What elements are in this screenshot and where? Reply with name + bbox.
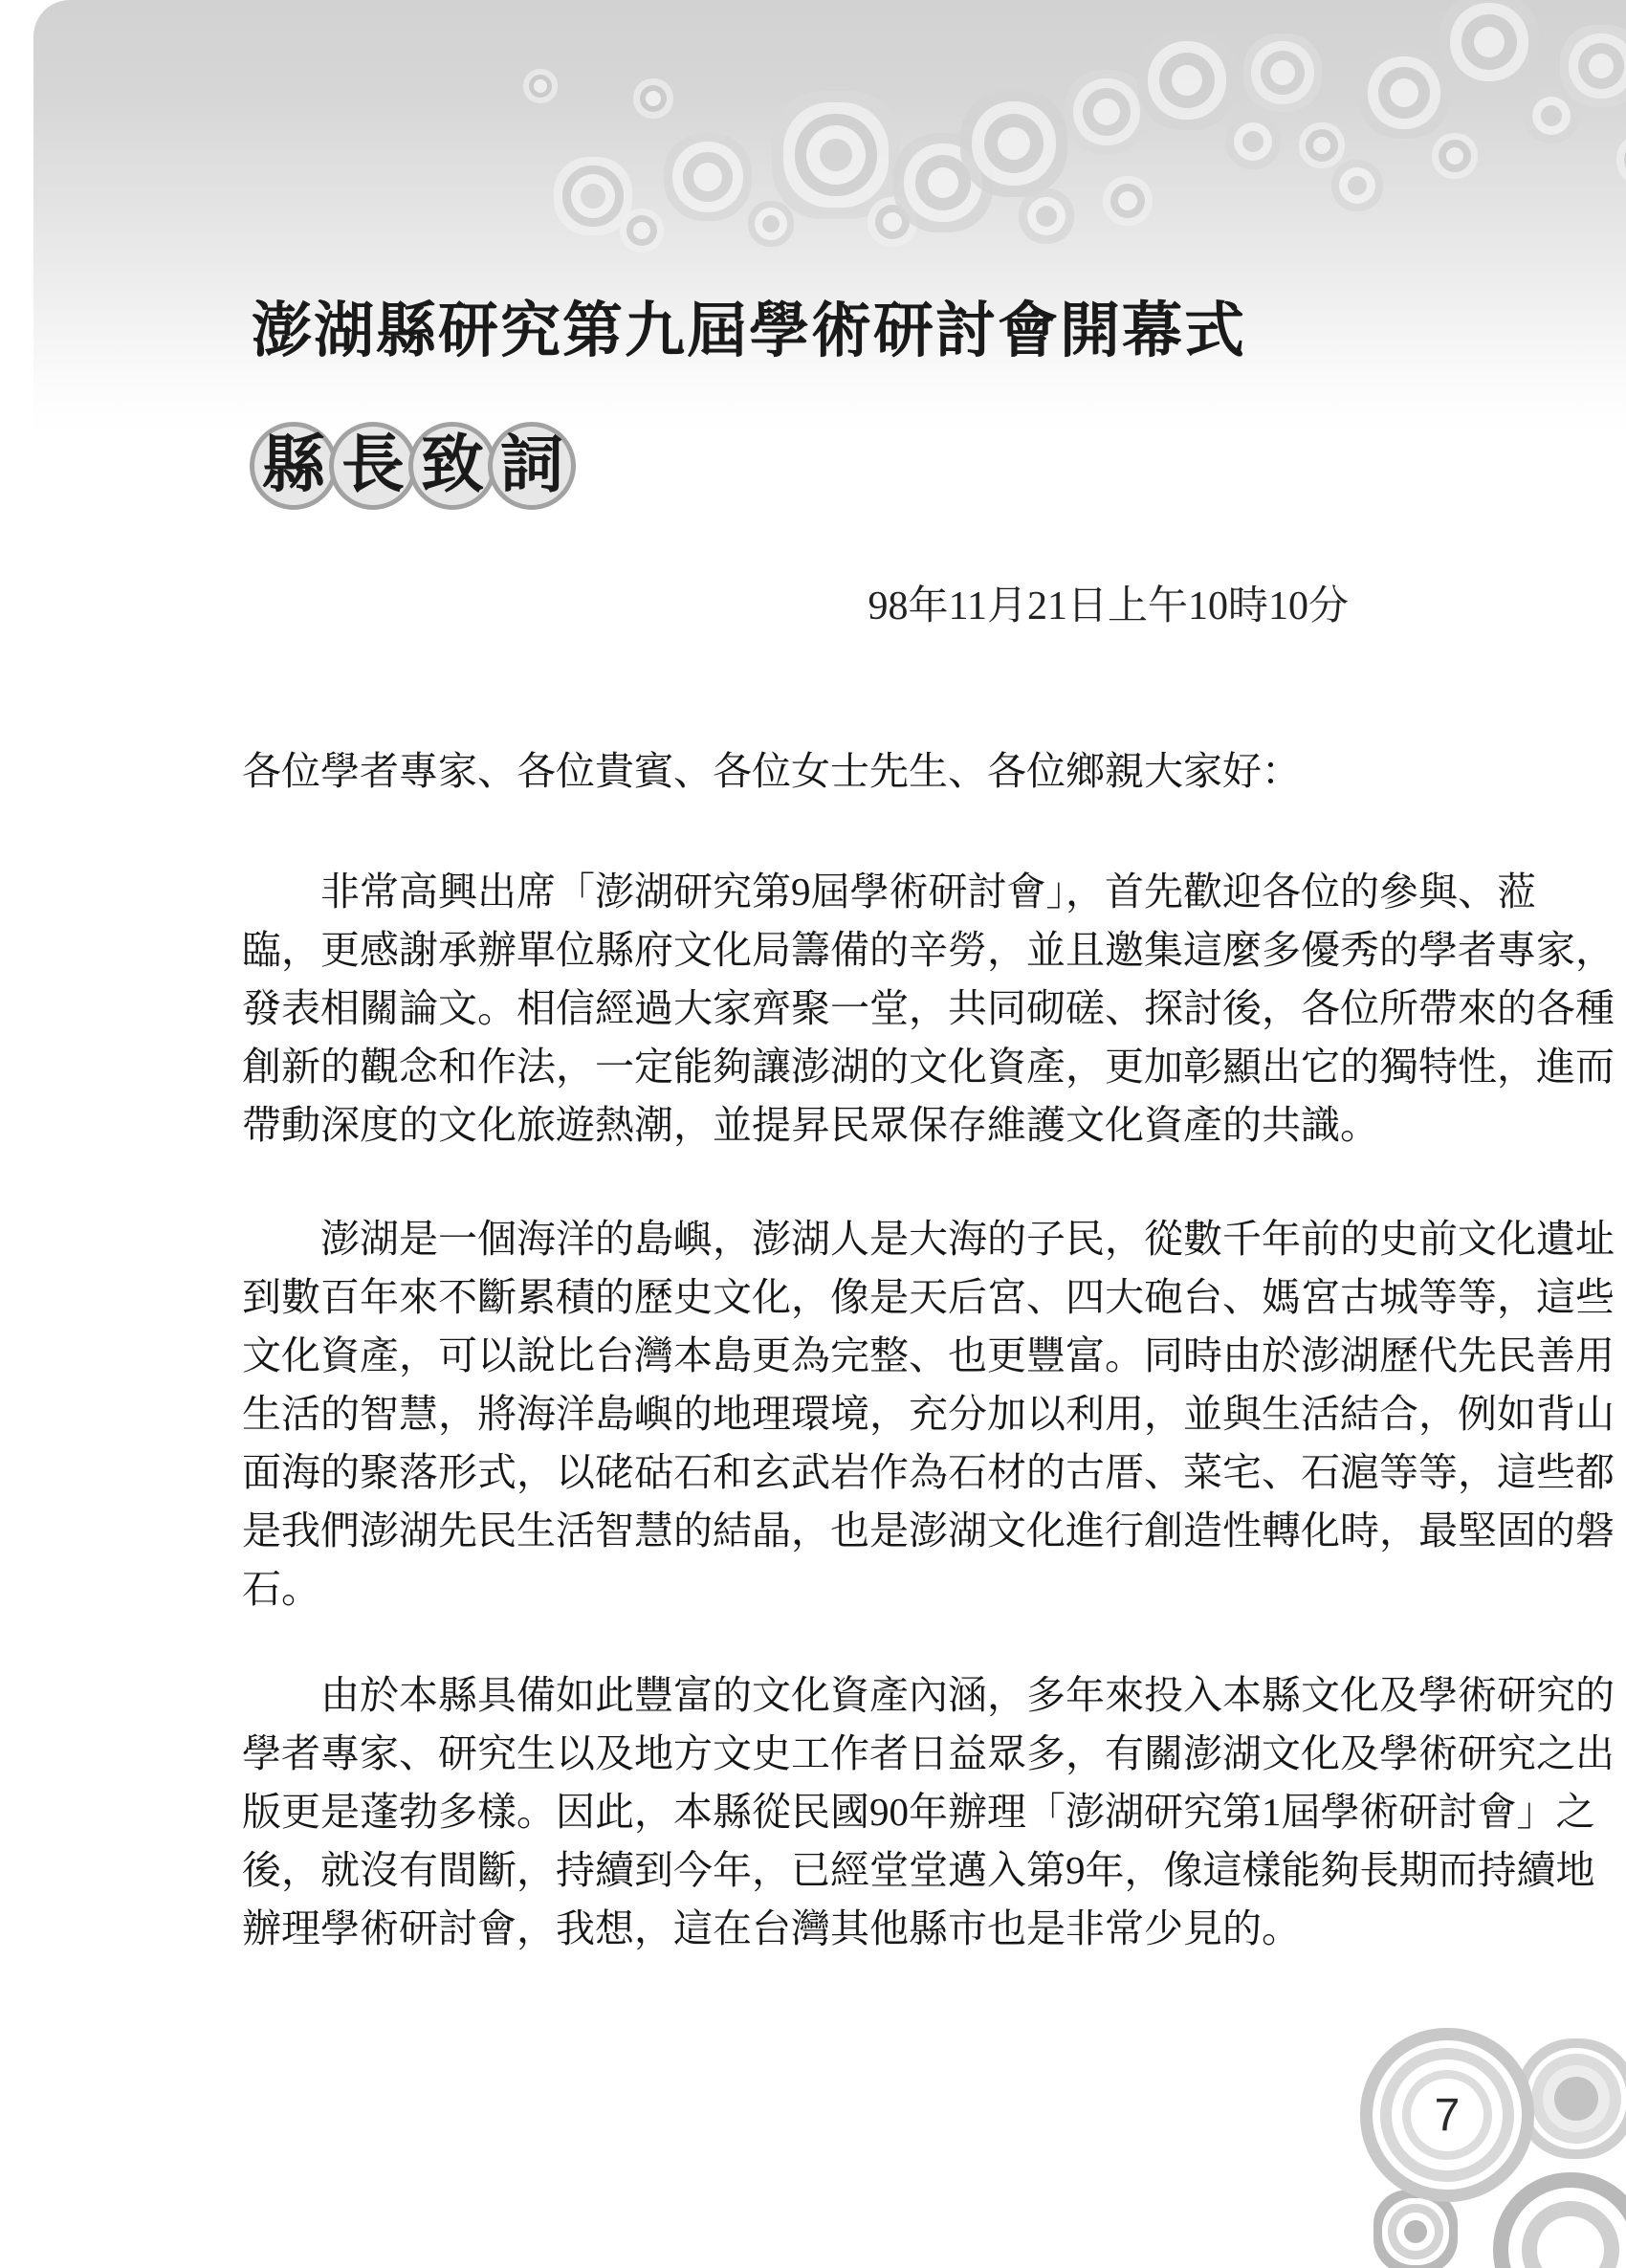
badge-circle <box>488 422 576 510</box>
text-line: 石。 <box>242 1567 320 1611</box>
text-line: 後，就沒有間斷，持續到今年，已經堂堂邁入第9年，像這樣能夠長期而持續地 <box>242 1848 1595 1892</box>
text-line: 發表相關論文。相信經過大家齊聚一堂，共同砌磋、探討後，各位所帶來的各種 <box>242 986 1615 1030</box>
circle-ornament <box>1242 131 1263 152</box>
circle-ornament <box>1541 105 1562 126</box>
badge-char: 詞 <box>500 430 563 500</box>
text-line: 到數百年來不斷累積的歷史文化，像是天后宮、四大砲台、媽宮古城等等，這些 <box>242 1275 1615 1319</box>
circle-ornament <box>1404 2220 1427 2243</box>
circle-ornament <box>1537 2216 1604 2268</box>
circle-ornament <box>1118 191 1137 210</box>
datetime-line: 98年11月21日上午10時10分 <box>868 584 1349 628</box>
circle-ornament <box>1036 206 1057 227</box>
badge-circle <box>250 422 338 510</box>
circle-ornament <box>1390 78 1418 107</box>
circle-ornament <box>762 215 780 232</box>
badge-circle <box>408 422 496 510</box>
text-line: 非常高興出席「澎湖研究第9屆學術研討會」，首先歡迎各位的參與、蒞 <box>320 870 1536 914</box>
text-line: 是我們澎湖先民生活智慧的結晶，也是澎湖文化進行創造性轉化時，最堅固的磐 <box>242 1508 1615 1552</box>
page-number: 7 <box>1434 2089 1461 2141</box>
circle-ornament <box>1348 176 1367 195</box>
circle-ornament <box>883 212 902 231</box>
circle-ornament <box>581 184 605 209</box>
paragraph-3 <box>242 1666 1615 1958</box>
text-line: 面海的聚落形式，以硓𥑮石和玄武岩作為石材的古厝、菜宅、石滬等等，這些都 <box>242 1450 1615 1494</box>
header-band <box>33 0 1626 435</box>
circle-ornament <box>928 167 958 198</box>
circle-ornament <box>1172 65 1202 96</box>
text-line: 版更是蓬勃多樣。因此，本縣從民國90年辦理「澎湖研究第1屆學術研討會」之 <box>242 1790 1595 1834</box>
circle-ornament <box>633 222 650 239</box>
badge-char: 縣 <box>262 430 325 500</box>
circle-ornament <box>1093 99 1120 125</box>
text-line: 學者專家、研究生以及地方文史工作者日益眾多，有關澎湖文化及學術研究之出 <box>242 1731 1615 1775</box>
circle-ornament <box>998 127 1030 160</box>
text-line: 臨，更感謝承辦單位縣府文化局籌備的辛勞，並且邀集這麼多優秀的學者專家， <box>242 928 1615 972</box>
text-line: 辦理學術研討會，我想，這在台灣其他縣市也是非常少見的。 <box>242 1906 1301 1950</box>
circle-ornament <box>1554 2077 1598 2121</box>
circle-ornament <box>1474 27 1505 57</box>
circle-ornament <box>646 91 661 106</box>
text-line: 帶動深度的文化旅遊熱潮，並提昇民眾保存維護文化資產的共識。 <box>242 1103 1379 1147</box>
paragraph-2 <box>242 1210 1615 1618</box>
circle-ornament <box>820 139 852 171</box>
circle-ornament <box>1270 60 1295 85</box>
speech-badge <box>250 422 576 510</box>
text-line: 生活的智慧，將海洋島嶼的地理環境，充分加以利用，並與生活結合，例如背山 <box>242 1392 1615 1436</box>
badge-char: 致 <box>421 430 484 500</box>
page-number-ornament <box>1411 2079 1483 2151</box>
text-line: 創新的觀念和作法，一定能夠讓澎湖的文化資產，更加彰顯出它的獨特性，進而 <box>242 1045 1615 1089</box>
circle-ornament <box>534 79 547 93</box>
circle-ornament <box>693 163 722 191</box>
badge-char: 長 <box>341 430 405 500</box>
circle-ornament <box>1589 54 1614 78</box>
text-line: 澎湖是一個海洋的島嶼，澎湖人是大海的子民，從數千年前的史前文化遺址 <box>320 1217 1615 1261</box>
paragraph-1 <box>242 863 1615 1155</box>
page-title: 澎湖縣研究第九屆學術研討會開幕式 <box>252 297 1246 364</box>
circle-ornament <box>1313 137 1330 154</box>
text-line: 文化資產，可以說比台灣本島更為完整、也更豐富。同時由於澎湖歷代先民善用 <box>242 1333 1615 1377</box>
badge-circle <box>329 422 417 510</box>
circle-ornament <box>1446 147 1463 165</box>
salutation-block <box>242 742 1386 801</box>
text-line: 由於本縣具備如此豐富的文化資產內涵，多年來投入本縣文化及學術研究的 <box>320 1673 1615 1717</box>
text-line: 各位學者專家、各位貴賓、各位女士先生、各位鄉親大家好： <box>242 749 1301 793</box>
